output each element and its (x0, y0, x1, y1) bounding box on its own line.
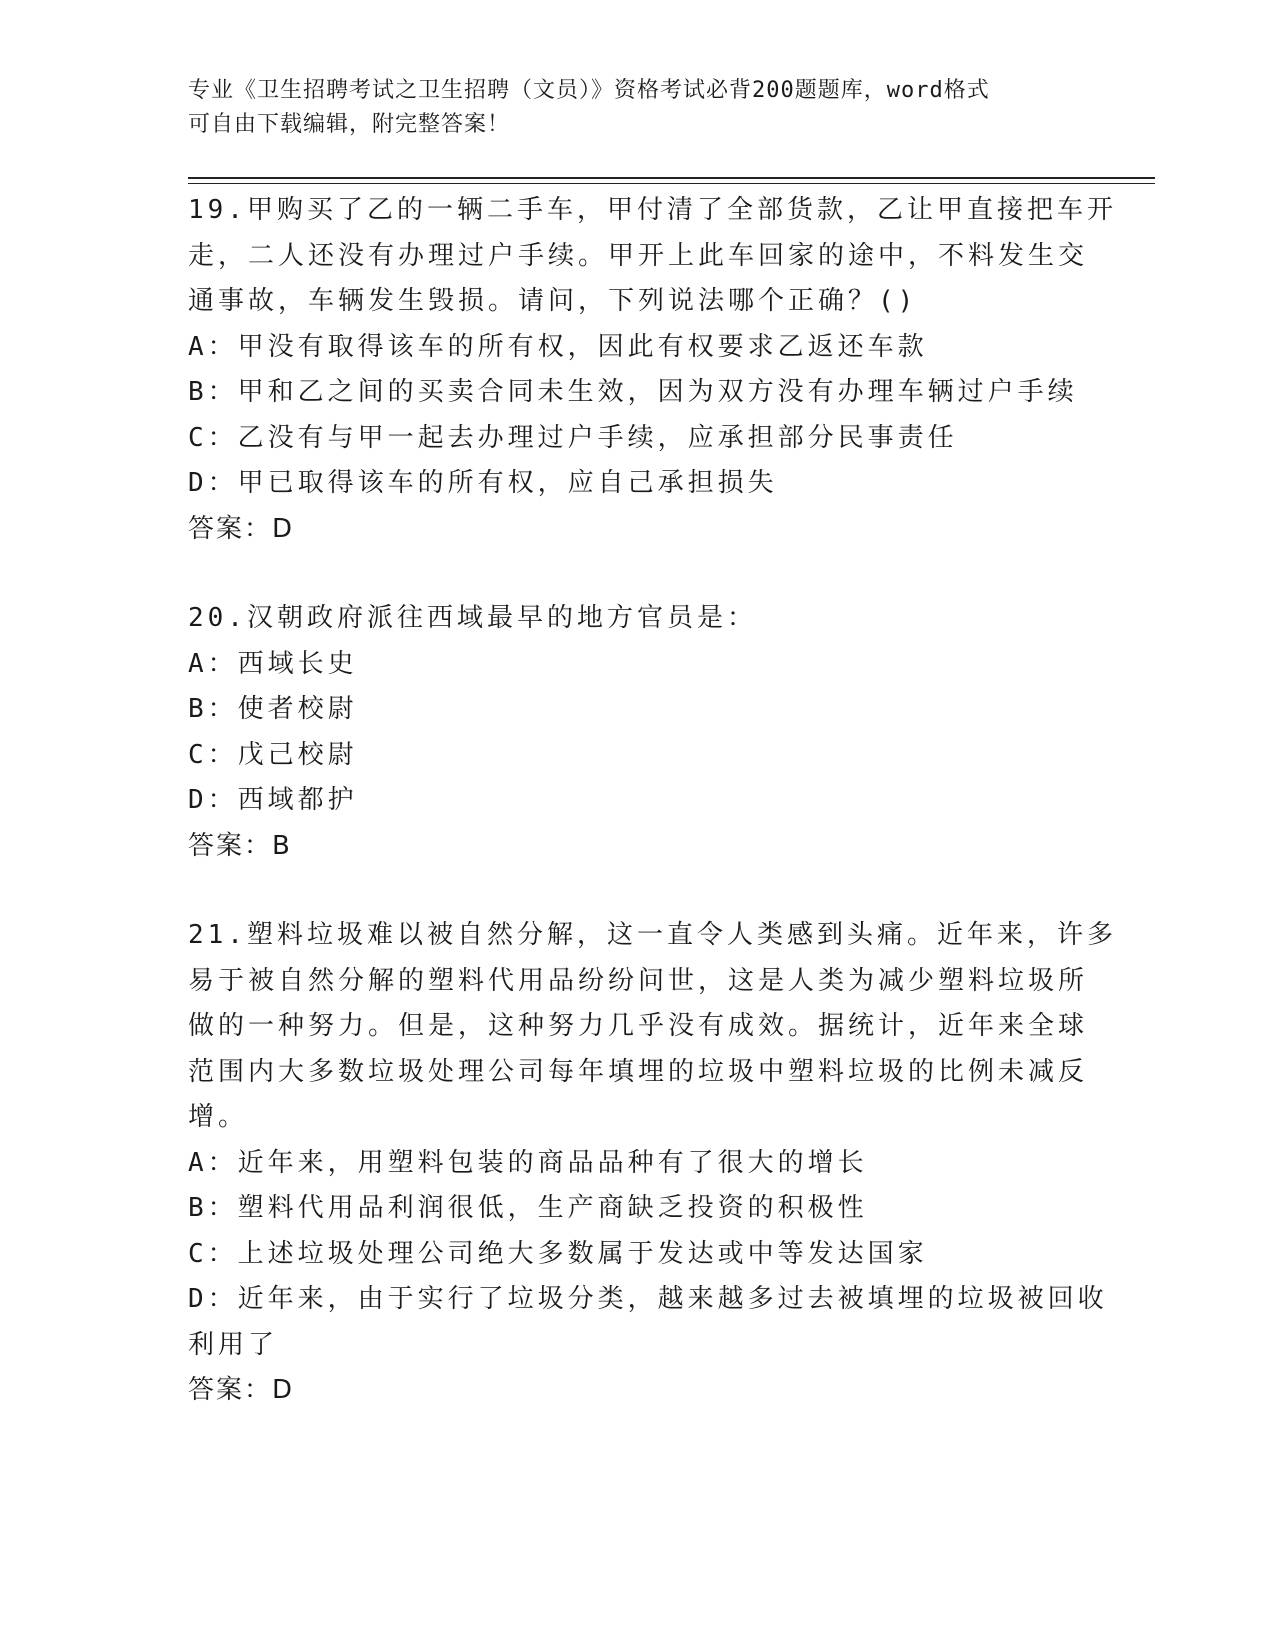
question-stem-line: 易于被自然分解的塑料代用品纷纷问世，这是人类为减少塑料垃圾所 (188, 965, 1089, 996)
question-stem-line: 19.甲购买了乙的一辆二手车，甲付清了全部货款，乙让甲直接把车开 (188, 195, 1117, 225)
question-20 (188, 596, 1088, 869)
option-b: B：使者校尉 (188, 694, 358, 724)
option-d: D：西域都护 (188, 785, 358, 815)
option-c: C：戊己校尉 (188, 739, 358, 770)
question-stem-line: 通事故，车辆发生毁损。请问，下列说法哪个正确？() (188, 286, 918, 316)
answer-label: 答案：D (188, 513, 295, 544)
question-19 (188, 188, 1117, 552)
question-list (188, 188, 1117, 1458)
question-stem-line: 20.汉朝政府派往西域最早的地方官员是： (188, 603, 757, 633)
option-c: C：上述垃圾处理公司绝大多数属于发达或中等发达国家 (188, 1238, 928, 1269)
question-stem-line: 范围内大多数垃圾处理公司每年填埋的垃圾中塑料垃圾的比例未减反 (188, 1056, 1089, 1087)
option-d: D：甲已取得该车的所有权，应自己承担损失 (188, 468, 778, 498)
question-stem-line: 21.塑料垃圾难以被自然分解，这一直令人类感到头痛。近年来，许多 (188, 920, 1117, 950)
question-21 (188, 913, 1117, 1414)
header-line-1: 专业《卫生招聘考试之卫生招聘（文员）》资格考试必背200题题库，word格式 (188, 78, 990, 103)
option-a: A：西域长史 (188, 648, 358, 679)
question-stem-line: 增。 (188, 1102, 249, 1132)
header-line-2: 可自由下载编辑，附完整答案！ (188, 112, 511, 137)
option-a: A：近年来，用塑料包装的商品品种有了很大的增长 (188, 1147, 868, 1178)
document-header (188, 74, 1088, 142)
option-d-continued: 利用了 (188, 1329, 279, 1360)
option-d: D：近年来，由于实行了垃圾分类，越来越多过去被填埋的垃圾被回收 (188, 1284, 1108, 1314)
answer-label: 答案：B (188, 830, 292, 861)
answer-label: 答案：D (188, 1375, 295, 1405)
option-b: B：甲和乙之间的买卖合同未生效，因为双方没有办理车辆过户手续 (188, 377, 1078, 407)
option-b: B：塑料代用品利润很低，生产商缺乏投资的积极性 (188, 1193, 868, 1223)
question-stem-line: 走，二人还没有办理过户手续。甲开上此车回家的途中，不料发生交 (188, 240, 1089, 271)
option-c: C：乙没有与甲一起去办理过户手续，应承担部分民事责任 (188, 422, 958, 453)
question-stem-line: 做的一种努力。但是，这种努力几乎没有成效。据统计，近年来全球 (188, 1011, 1089, 1041)
header-divider-thin (188, 183, 1155, 184)
header-divider-thick (188, 177, 1155, 179)
option-a: A：甲没有取得该车的所有权，因此有权要求乙返还车款 (188, 331, 928, 362)
